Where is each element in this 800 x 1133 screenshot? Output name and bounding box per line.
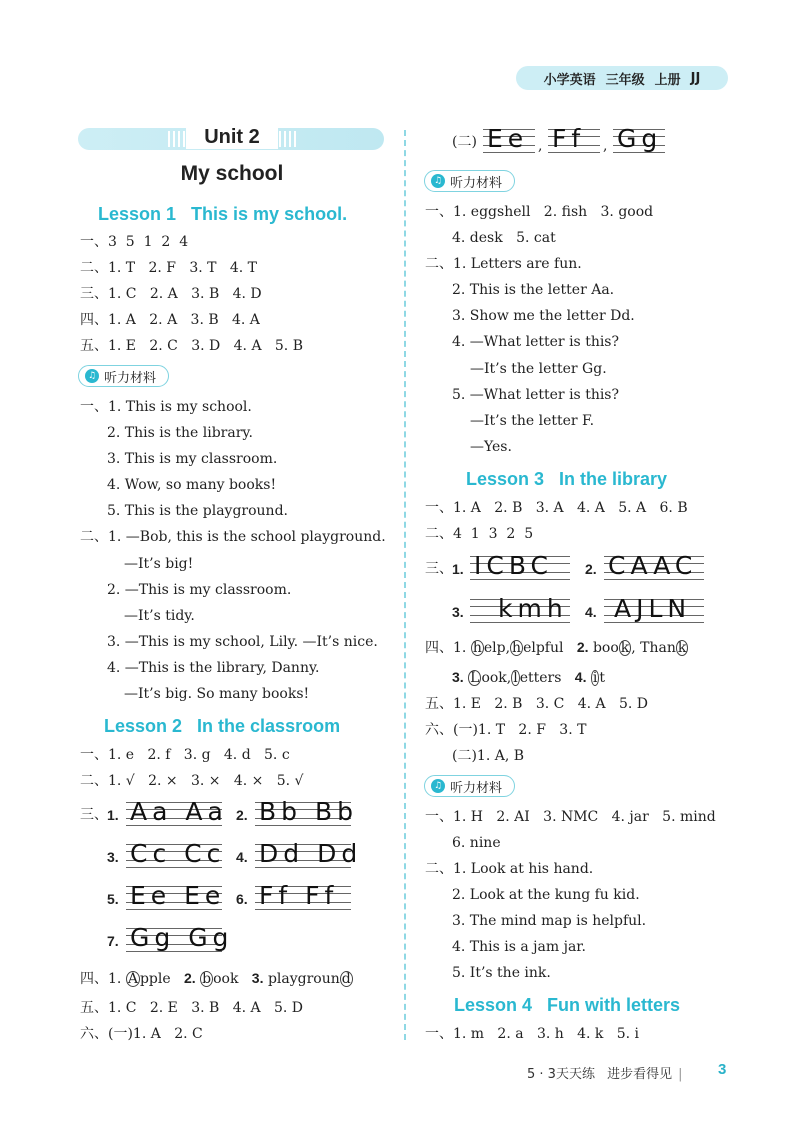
answer-line: 一、1. m 2. a 3. h 4. k 5. i — [425, 1026, 640, 1042]
item-number: 5. — [107, 891, 119, 907]
answer-line: (二)1. A, B — [452, 748, 525, 764]
answer-line: 六、(一)1. A 2. C — [80, 1026, 203, 1042]
listen-line: 一、1. H 2. AI 3. NMC 4. jar 5. mind — [425, 809, 716, 825]
listen-line: 2. This is the library. — [107, 425, 253, 441]
listen-line: 4. desk 5. cat — [452, 230, 556, 246]
listen-line: 3. This is my classroom. — [107, 451, 278, 467]
headphone-icon: ♫ — [431, 779, 445, 793]
item-number: 7. — [107, 933, 119, 949]
answer-line-circled: 3. L ook, l etters 4. i t — [452, 669, 606, 686]
handwriting-box: Dd Dd — [255, 839, 351, 871]
listen-line: 5. —What letter is this? — [452, 387, 620, 403]
answer-line: 三、1. C 2. A 3. B 4. D — [80, 286, 262, 302]
item-number: 6. — [236, 891, 248, 907]
listen-line: 一、1. This is my school. — [80, 399, 252, 415]
lesson2-title: Lesson 2 In the classroom — [104, 716, 341, 736]
listening-tag: ♫ 听力材料 — [424, 170, 515, 192]
listening-tag: ♫ 听力材料 — [78, 365, 169, 387]
handwriting-box: Gg — [613, 124, 665, 156]
answer-line: 一、3 5 1 2 4 — [80, 234, 189, 250]
handwriting-box: kmh — [470, 594, 570, 626]
listen-line: 3. —This is my school, Lily. —It’s nice. — [107, 634, 378, 650]
header-subject: 小学英语 — [543, 72, 596, 88]
section-prefix: 三、 — [425, 561, 453, 577]
headphone-icon: ♫ — [85, 369, 99, 383]
listen-line: —It’s tidy. — [124, 608, 195, 624]
lesson4-title: Lesson 4 Fun with letters — [454, 995, 681, 1015]
answer-line: 二、4 1 3 2 5 — [425, 526, 534, 542]
lesson3-title: Lesson 3 In the library — [466, 469, 668, 489]
listen-line: 6. nine — [452, 835, 501, 851]
item-number: 1. — [452, 561, 464, 577]
item-number: 3. — [107, 849, 119, 865]
handwriting-box: Ee — [483, 124, 535, 156]
column-divider — [404, 130, 406, 1040]
unit-title: Unit 2 — [186, 126, 278, 149]
header-volume: 上册 — [654, 72, 681, 88]
handwriting-box: CAAC — [604, 551, 704, 583]
handwriting-box: Aa Aa — [126, 797, 222, 829]
answer-line: 五、1. E 2. C 3. D 4. A 5. B — [80, 338, 303, 354]
lesson1-title: Lesson 1 This is my school. — [98, 204, 348, 224]
answer-line-circled: 四、1. A pple 2. b ook 3. playgroun d — [80, 970, 351, 987]
listen-line: 二、1. —Bob, this is the school playground. — [80, 529, 386, 545]
footer-brand: 5 · 3天天练 — [527, 1067, 595, 1082]
answer-line: 一、1. A 2. B 3. A 4. A 5. A 6. B — [425, 500, 688, 516]
listen-line: 4. Wow, so many books! — [107, 477, 277, 493]
headphone-icon: ♫ — [431, 174, 445, 188]
item-number: 2. — [236, 807, 248, 823]
handwriting-box: AJLN — [604, 594, 704, 626]
footer: 5 · 3天天练 进步看得见 | — [527, 1067, 683, 1082]
listen-line: 4. This is a jam jar. — [452, 939, 586, 955]
listen-line: —It’s big. So many books! — [124, 686, 310, 702]
header-grade: 三年级 — [605, 72, 645, 88]
header-badge — [516, 66, 728, 90]
listen-line: 5. This is the playground. — [107, 503, 288, 519]
listen-line: —It’s big! — [124, 556, 194, 572]
listen-line: 5. It’s the ink. — [452, 965, 551, 981]
page-number: 3 — [718, 1061, 727, 1078]
handwriting-box: Bb Bb — [255, 797, 351, 829]
handwriting-box: Gg Gg — [126, 923, 222, 955]
listen-line: 2. Look at the kung fu kid. — [452, 887, 640, 903]
listening-tag: ♫ 听力材料 — [424, 775, 515, 797]
listen-line: 3. Show me the letter Dd. — [452, 308, 635, 324]
item-number: 2. — [585, 561, 597, 577]
answer-line: 四、1. A 2. A 3. B 4. A — [80, 312, 260, 328]
answer-line: 一、1. e 2. f 3. g 4. d 5. c — [80, 747, 290, 763]
listen-line: 3. The mind map is helpful. — [452, 913, 647, 929]
handwriting-box: Ff Ff — [255, 881, 351, 913]
footer-slogan: 进步看得见 — [607, 1067, 673, 1082]
listen-line: 二、1. Look at his hand. — [425, 861, 594, 877]
listen-line: —It’s the letter F. — [470, 413, 595, 429]
answer-line: 六、(一)1. T 2. F 3. T — [425, 722, 587, 738]
item-number: 4. — [236, 849, 248, 865]
unit-subtitle: My school — [180, 162, 284, 185]
item-number: 1. — [107, 807, 119, 823]
listen-line: 二、1. Letters are fun. — [425, 256, 582, 272]
item-number: 3. — [452, 604, 464, 620]
answer-line-circled: 四、1. h elp, h elpful 2. boo k , Than k — [425, 639, 687, 656]
header-edition: JJ — [690, 70, 701, 86]
listen-line: —It’s the letter Gg. — [470, 361, 607, 377]
answer-line: 五、1. E 2. B 3. C 4. A 5. D — [425, 696, 648, 712]
section-prefix: (二) — [452, 134, 477, 150]
handwriting-box: ICBC — [470, 551, 570, 583]
answer-line: 二、1. T 2. F 3. T 4. T — [80, 260, 258, 276]
listen-line: 2. This is the letter Aa. — [452, 282, 615, 298]
handwriting-box: Ee Ee — [126, 881, 222, 913]
answer-line: 五、1. C 2. E 3. B 4. A 5. D — [80, 1000, 303, 1016]
answer-line: 二、1. √ 2. × 3. × 4. × 5. √ — [80, 773, 304, 789]
handwriting-box: Ff — [548, 124, 600, 156]
listen-line: 2. —This is my classroom. — [107, 582, 292, 598]
item-number: 4. — [585, 604, 597, 620]
handwriting-box: Cc Cc — [126, 839, 222, 871]
listen-line: 一、1. eggshell 2. fish 3. good — [425, 204, 654, 220]
listen-line: 4. —What letter is this? — [452, 334, 620, 350]
section-prefix: 三、 — [80, 807, 108, 823]
listen-line: —Yes. — [470, 439, 512, 455]
listen-line: 4. —This is the library, Danny. — [107, 660, 320, 676]
